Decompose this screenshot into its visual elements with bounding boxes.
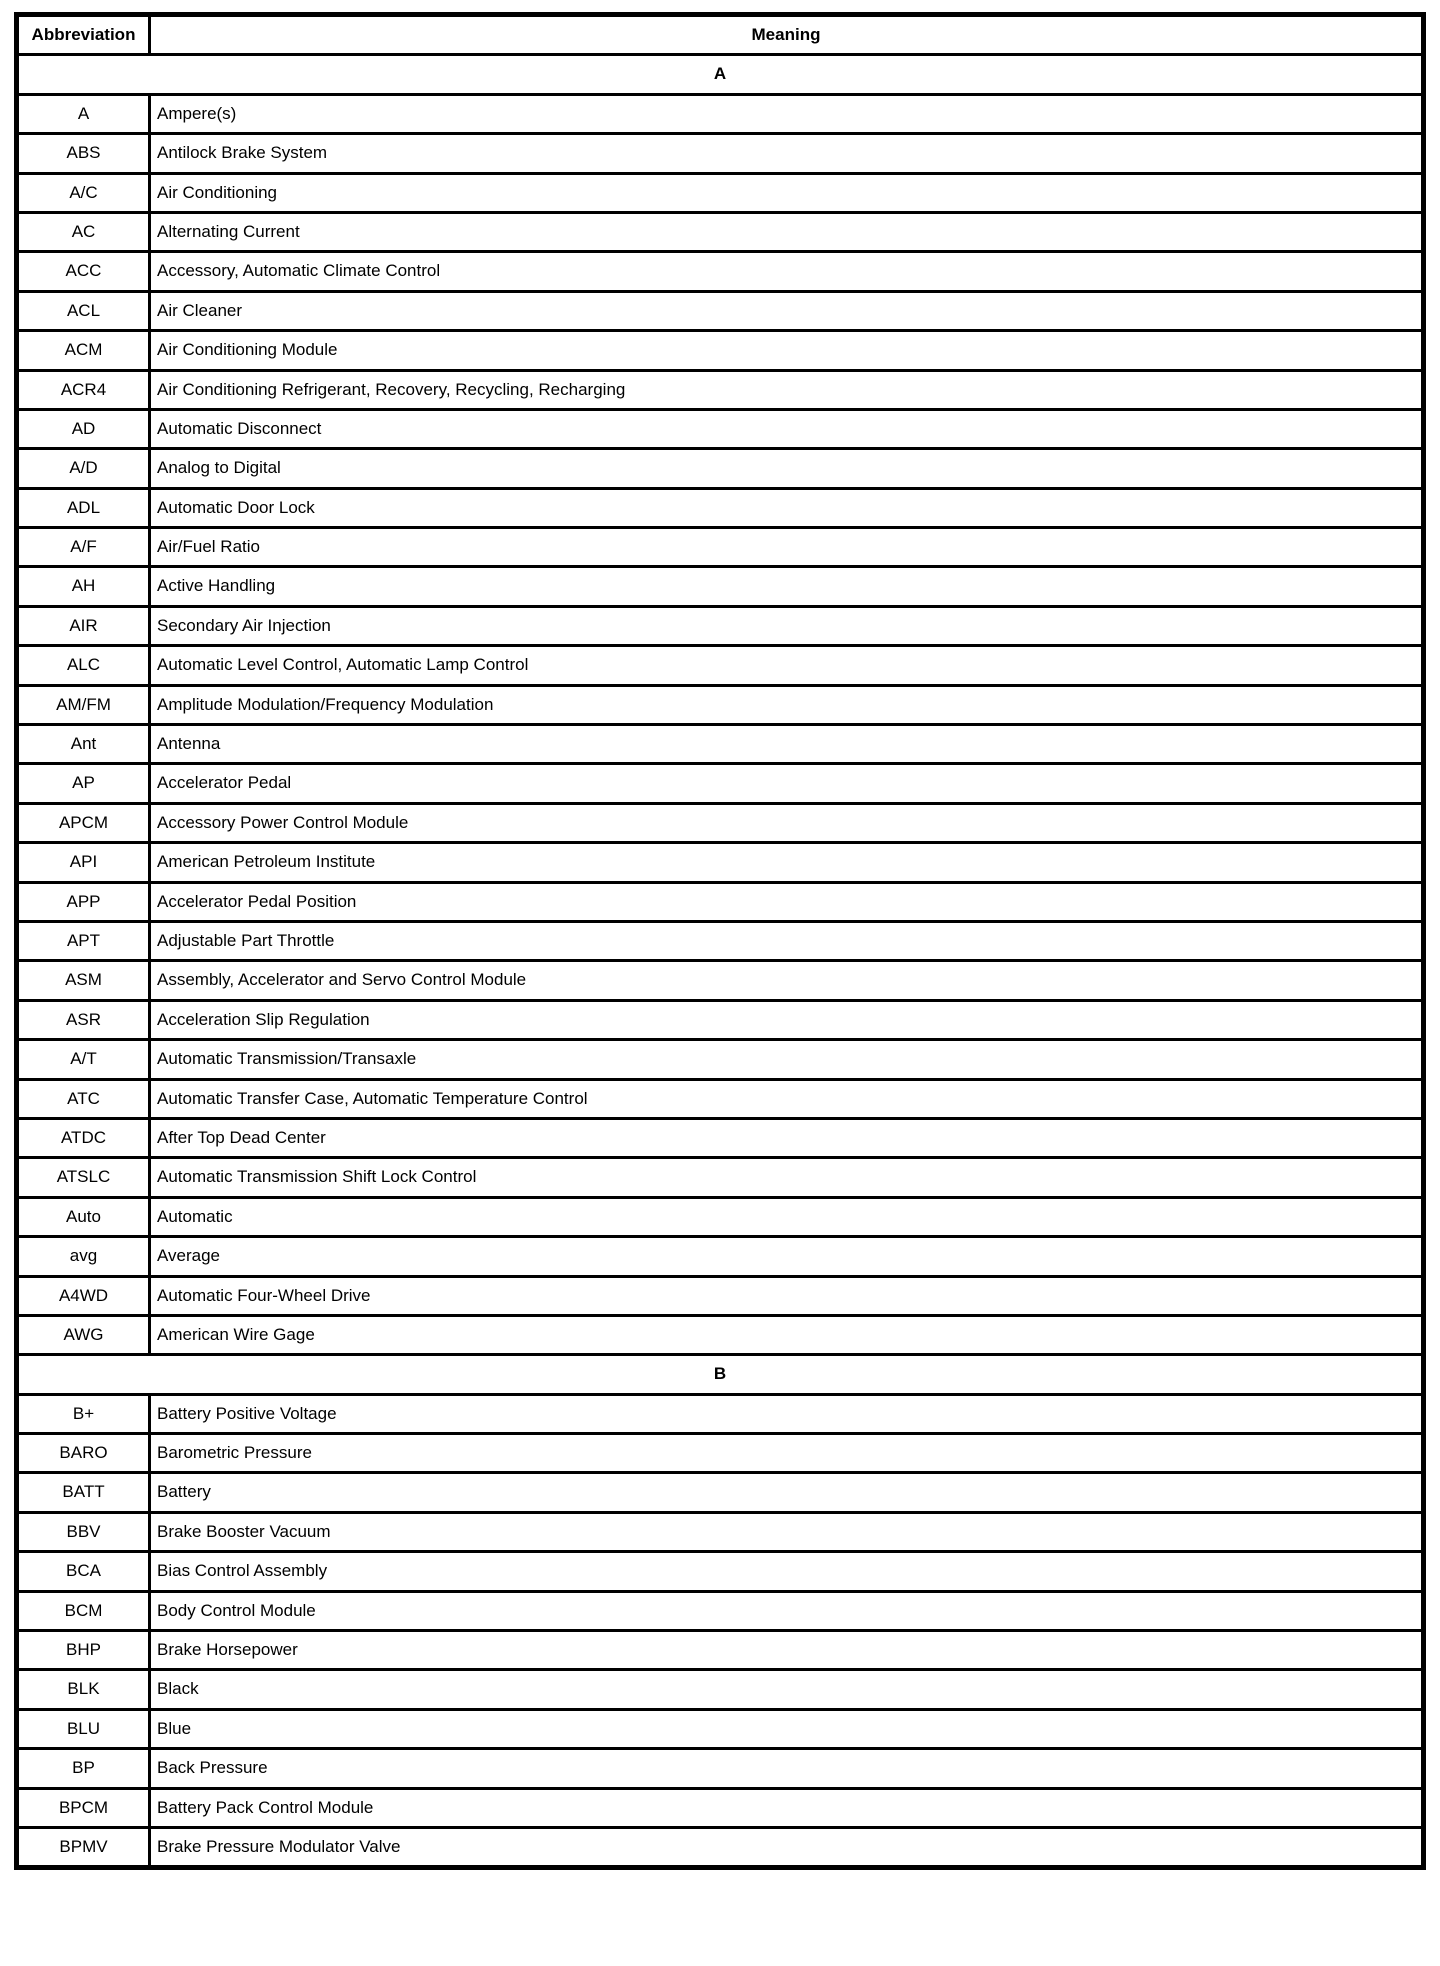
meaning-cell: Brake Pressure Modulator Valve — [150, 1827, 1424, 1867]
abbreviation-cell: ALC — [17, 646, 150, 685]
meaning-cell: Body Control Module — [150, 1591, 1424, 1630]
table-row — [17, 1197, 1424, 1236]
table-row — [17, 449, 1424, 488]
abbreviation-cell: AC — [17, 212, 150, 251]
table-row — [17, 1040, 1424, 1079]
table-row — [17, 1827, 1424, 1867]
abbreviation-cell: BCM — [17, 1591, 150, 1630]
section-header-row — [17, 55, 1424, 94]
meaning-cell: American Wire Gage — [150, 1315, 1424, 1354]
table-row — [17, 882, 1424, 921]
meaning-cell: Back Pressure — [150, 1749, 1424, 1788]
abbreviation-cell: BBV — [17, 1512, 150, 1551]
table-row — [17, 1709, 1424, 1748]
table-row — [17, 331, 1424, 370]
meaning-cell: Automatic Four-Wheel Drive — [150, 1276, 1424, 1315]
table-row — [17, 567, 1424, 606]
meaning-cell: After Top Dead Center — [150, 1118, 1424, 1157]
abbreviation-cell: AM/FM — [17, 685, 150, 724]
abbreviation-cell: ABS — [17, 134, 150, 173]
abbreviation-cell: ATC — [17, 1079, 150, 1118]
abbreviation-cell: BLK — [17, 1670, 150, 1709]
table-row — [17, 291, 1424, 330]
table-row — [17, 685, 1424, 724]
meaning-cell: Brake Horsepower — [150, 1631, 1424, 1670]
abbreviation-cell: ATDC — [17, 1118, 150, 1157]
meaning-cell: Alternating Current — [150, 212, 1424, 251]
meaning-cell: Secondary Air Injection — [150, 606, 1424, 645]
abbreviation-cell: AH — [17, 567, 150, 606]
table-row — [17, 1434, 1424, 1473]
meaning-cell: Bias Control Assembly — [150, 1552, 1424, 1591]
meaning-cell: Acceleration Slip Regulation — [150, 1000, 1424, 1039]
meaning-cell: Ampere(s) — [150, 94, 1424, 133]
abbreviation-cell: BPMV — [17, 1827, 150, 1867]
meaning-cell: Antilock Brake System — [150, 134, 1424, 173]
meaning-cell: Active Handling — [150, 567, 1424, 606]
table-row — [17, 1079, 1424, 1118]
table-row — [17, 528, 1424, 567]
abbreviation-cell: AP — [17, 764, 150, 803]
table-row — [17, 843, 1424, 882]
table-row — [17, 1315, 1424, 1354]
abbreviation-cell: BCA — [17, 1552, 150, 1591]
table-row — [17, 1512, 1424, 1551]
table-row — [17, 134, 1424, 173]
meaning-cell: Amplitude Modulation/Frequency Modulation — [150, 685, 1424, 724]
section-label: A — [17, 55, 1424, 94]
table-row — [17, 1788, 1424, 1827]
abbreviation-cell: A/T — [17, 1040, 150, 1079]
abbreviation-cell: ACL — [17, 291, 150, 330]
table-row — [17, 1552, 1424, 1591]
table-row — [17, 94, 1424, 133]
meaning-cell: Automatic Door Lock — [150, 488, 1424, 527]
meaning-cell: Brake Booster Vacuum — [150, 1512, 1424, 1551]
table-row — [17, 1118, 1424, 1157]
table-row — [17, 803, 1424, 842]
meaning-cell: Antenna — [150, 725, 1424, 764]
abbreviation-cell: AWG — [17, 1315, 150, 1354]
abbreviation-column-header: Abbreviation — [17, 15, 150, 55]
table-header-row — [17, 15, 1424, 55]
abbreviation-cell: BATT — [17, 1473, 150, 1512]
meaning-cell: Automatic Transmission Shift Lock Control — [150, 1158, 1424, 1197]
table-row — [17, 212, 1424, 251]
abbreviation-cell: AIR — [17, 606, 150, 645]
meaning-cell: Battery Positive Voltage — [150, 1394, 1424, 1433]
meaning-cell: Adjustable Part Throttle — [150, 921, 1424, 960]
meaning-cell: Accessory, Automatic Climate Control — [150, 252, 1424, 291]
abbreviation-cell: A/C — [17, 173, 150, 212]
section-header-row — [17, 1355, 1424, 1394]
meaning-cell: Automatic Level Control, Automatic Lamp Control — [150, 646, 1424, 685]
abbreviation-cell: ACC — [17, 252, 150, 291]
table-row — [17, 1631, 1424, 1670]
meaning-cell: Battery Pack Control Module — [150, 1788, 1424, 1827]
abbreviation-cell: APP — [17, 882, 150, 921]
abbreviation-cell: ACR4 — [17, 370, 150, 409]
table-row — [17, 606, 1424, 645]
abbreviation-cell: AD — [17, 409, 150, 448]
meaning-cell: Automatic Disconnect — [150, 409, 1424, 448]
abbreviation-cell: Ant — [17, 725, 150, 764]
table-row — [17, 646, 1424, 685]
meaning-cell: Accessory Power Control Module — [150, 803, 1424, 842]
abbreviation-cell: ADL — [17, 488, 150, 527]
meaning-cell: Barometric Pressure — [150, 1434, 1424, 1473]
abbreviation-cell: BPCM — [17, 1788, 150, 1827]
meaning-cell: Accelerator Pedal — [150, 764, 1424, 803]
abbreviation-cell: BARO — [17, 1434, 150, 1473]
abbreviation-cell: ACM — [17, 331, 150, 370]
table-row — [17, 1000, 1424, 1039]
meaning-cell: Air Conditioning Refrigerant, Recovery, Recycling, Recharging — [150, 370, 1424, 409]
abbreviation-cell: A — [17, 94, 150, 133]
table-row — [17, 1749, 1424, 1788]
abbreviation-cell: APCM — [17, 803, 150, 842]
meaning-cell: Air Cleaner — [150, 291, 1424, 330]
abbreviation-table — [14, 12, 1426, 1870]
abbreviation-cell: ATSLC — [17, 1158, 150, 1197]
meaning-cell: Analog to Digital — [150, 449, 1424, 488]
abbreviation-cell: A/F — [17, 528, 150, 567]
abbreviation-cell: BP — [17, 1749, 150, 1788]
meaning-cell: Accelerator Pedal Position — [150, 882, 1424, 921]
abbreviation-cell: BHP — [17, 1631, 150, 1670]
meaning-cell: Automatic Transmission/Transaxle — [150, 1040, 1424, 1079]
abbreviation-cell: APT — [17, 921, 150, 960]
table-row — [17, 1473, 1424, 1512]
table-row — [17, 1591, 1424, 1630]
abbreviation-cell: avg — [17, 1237, 150, 1276]
meaning-cell: Air Conditioning Module — [150, 331, 1424, 370]
abbreviation-cell: ASR — [17, 1000, 150, 1039]
table-row — [17, 488, 1424, 527]
meaning-cell: Blue — [150, 1709, 1424, 1748]
table-row — [17, 1237, 1424, 1276]
table-row — [17, 764, 1424, 803]
abbreviation-cell: B+ — [17, 1394, 150, 1433]
abbreviation-cell: ASM — [17, 961, 150, 1000]
meaning-cell: Air/Fuel Ratio — [150, 528, 1424, 567]
abbreviation-cell: API — [17, 843, 150, 882]
abbreviation-cell: Auto — [17, 1197, 150, 1236]
meaning-cell: Battery — [150, 1473, 1424, 1512]
table-row — [17, 173, 1424, 212]
meaning-column-header: Meaning — [150, 15, 1424, 55]
meaning-cell: Air Conditioning — [150, 173, 1424, 212]
abbreviation-cell: A/D — [17, 449, 150, 488]
table-row — [17, 961, 1424, 1000]
abbreviation-cell: BLU — [17, 1709, 150, 1748]
meaning-cell: Automatic — [150, 1197, 1424, 1236]
meaning-cell: Average — [150, 1237, 1424, 1276]
table-body — [17, 55, 1424, 1868]
table-row — [17, 1276, 1424, 1315]
abbreviation-cell: A4WD — [17, 1276, 150, 1315]
table-row — [17, 1394, 1424, 1433]
meaning-cell: Black — [150, 1670, 1424, 1709]
table-row — [17, 725, 1424, 764]
meaning-cell: Automatic Transfer Case, Automatic Temperature Control — [150, 1079, 1424, 1118]
table-row — [17, 1158, 1424, 1197]
table-row — [17, 921, 1424, 960]
meaning-cell: Assembly, Accelerator and Servo Control Module — [150, 961, 1424, 1000]
meaning-cell: American Petroleum Institute — [150, 843, 1424, 882]
section-label: B — [17, 1355, 1424, 1394]
table-row — [17, 370, 1424, 409]
table-row — [17, 252, 1424, 291]
table-row — [17, 409, 1424, 448]
table-row — [17, 1670, 1424, 1709]
